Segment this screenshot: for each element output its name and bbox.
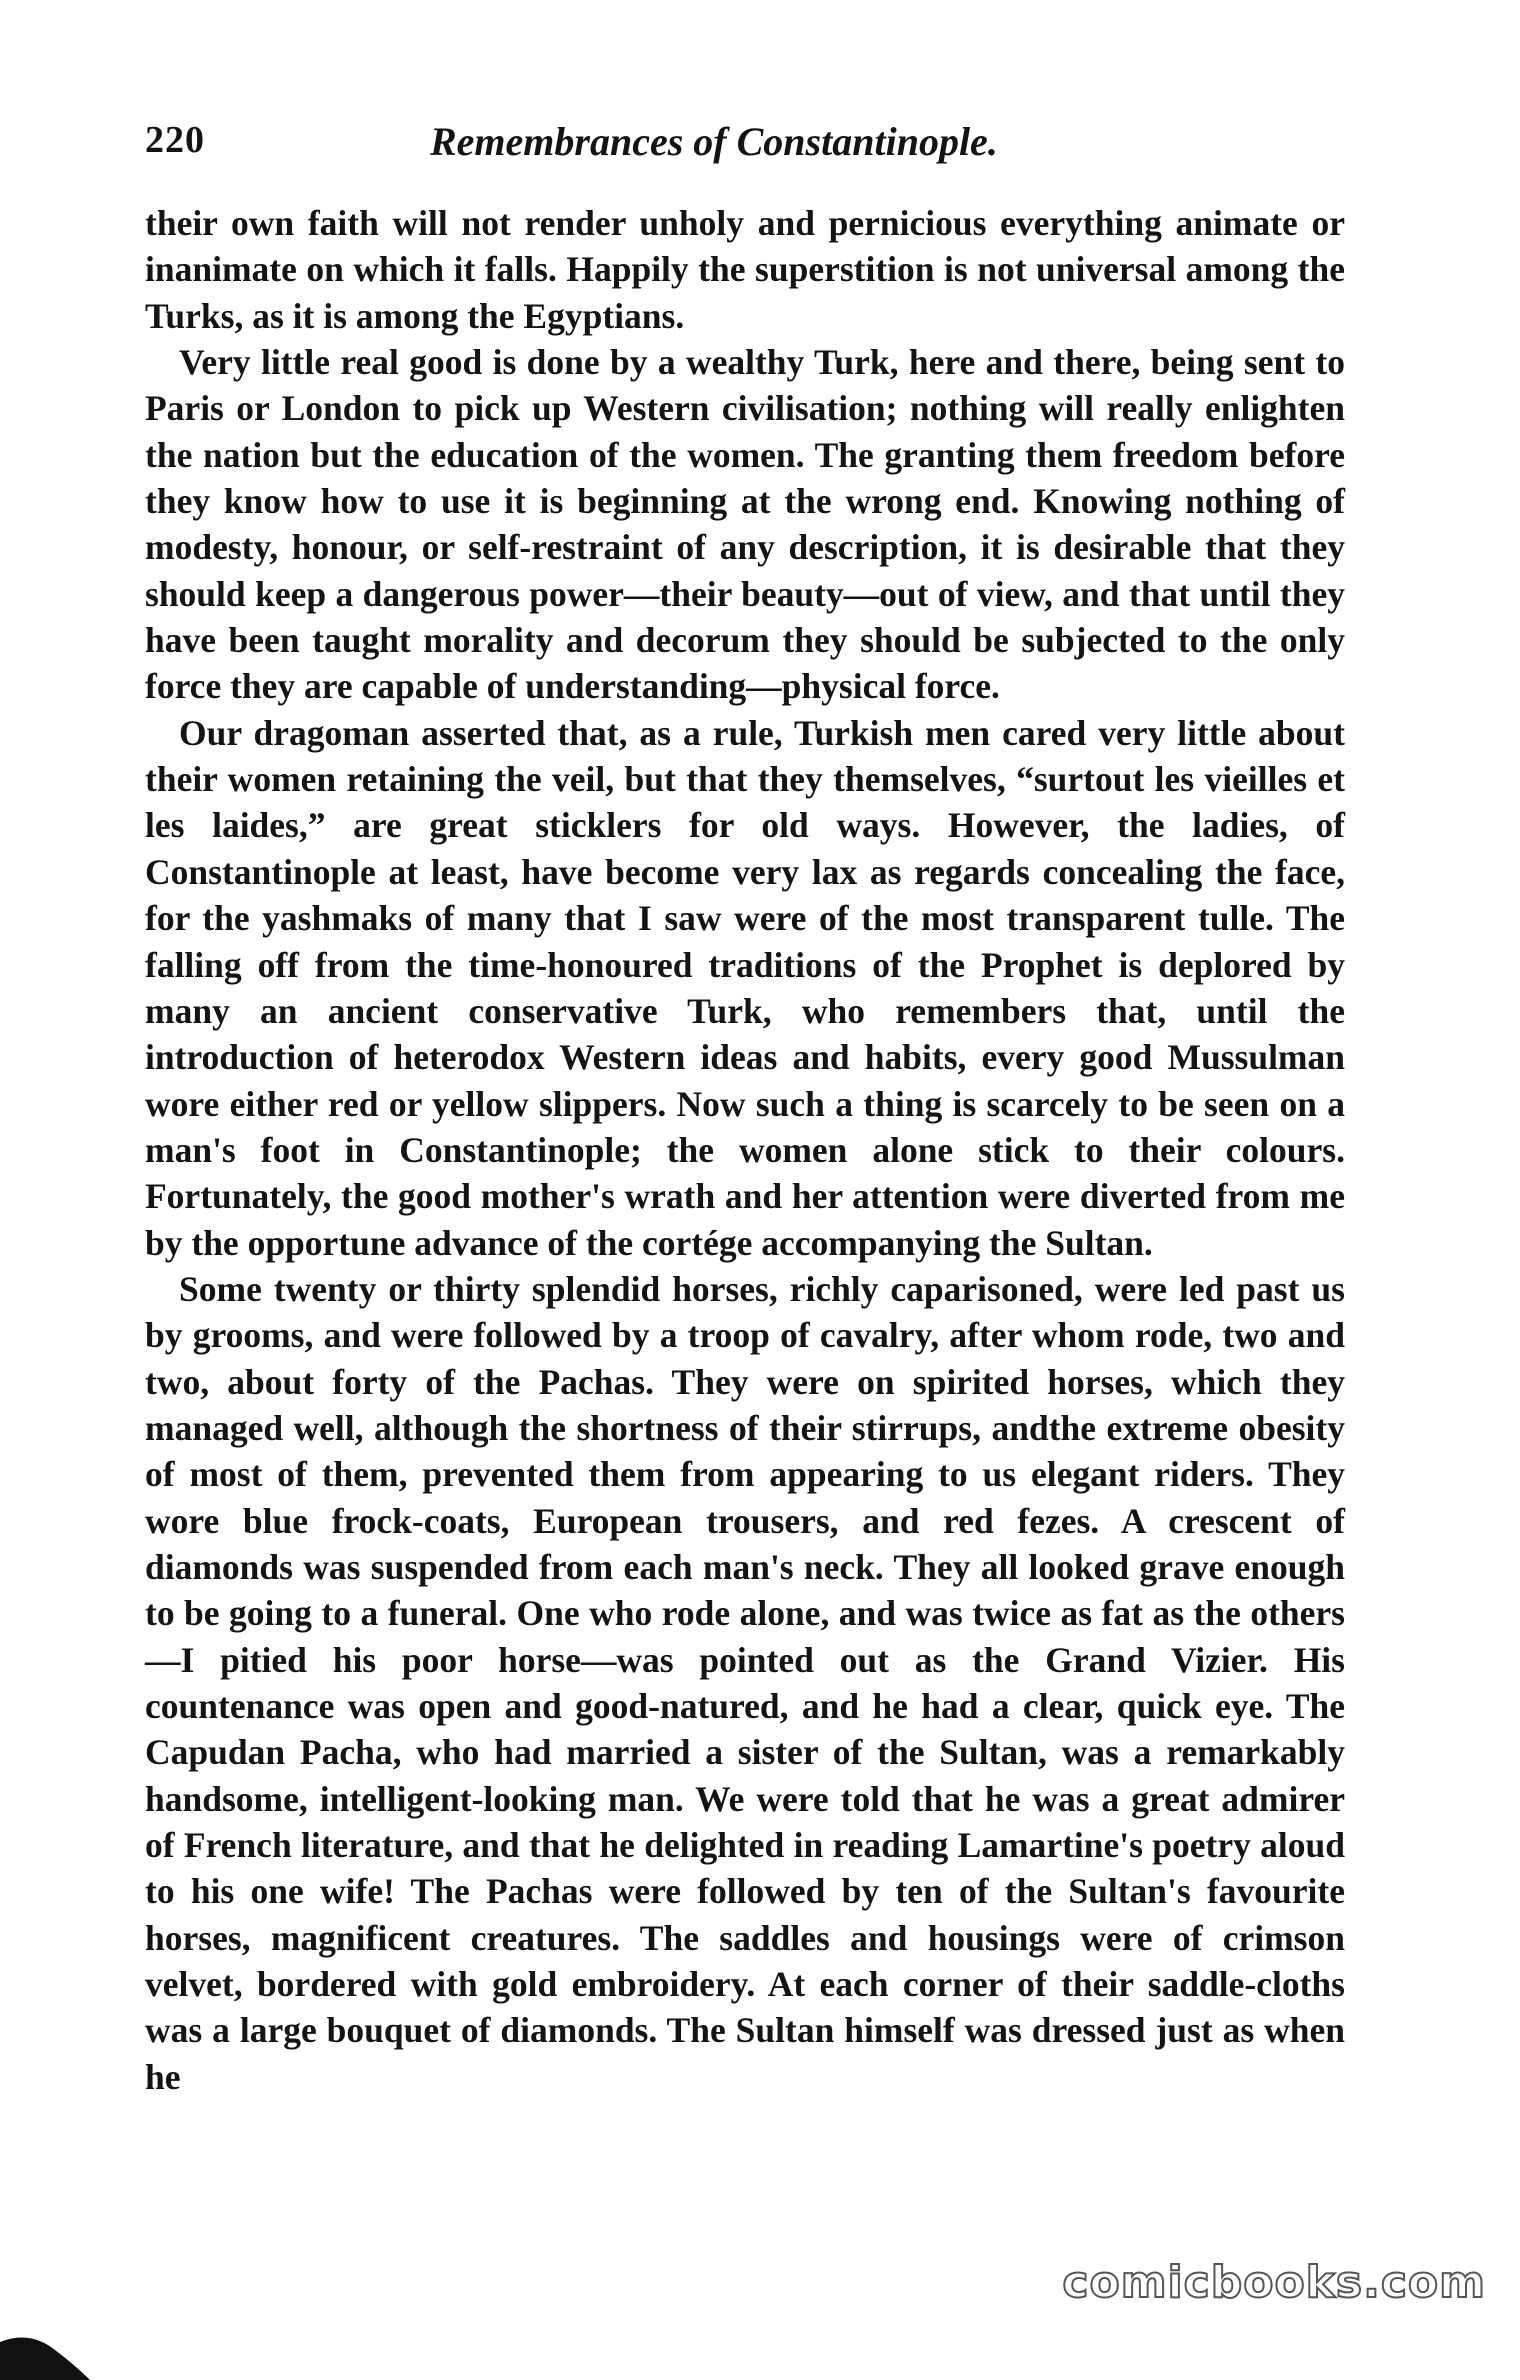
watermark: comicbooks.com bbox=[1062, 2257, 1486, 2308]
body-text bbox=[145, 200, 1345, 2100]
paragraph: Some twenty or thirty splendid horses, richly caparisoned, were led past us by grooms, and were followed by a troop of cavalry, after whom rode, two and two, about forty of the Pachas. They were on spirited horses, which they managed well, although the shortness of their stirrups, andthe extreme obesity of most of them, prevented them from appearing to us elegant riders. They wore blue frock-coats, European trousers, and red fezes. A crescent of diamonds was suspended from each man's neck. They all looked grave enough to be going to a funeral. One who rode alone, and was twice as fat as the others—I pitied his poor horse—was pointed out as the Grand Vizier. His countenance was open and good-natured, and he had a clear, quick eye. The Capudan Pacha, who had married a sister of the Sultan, was a remarkably handsome, intelligent-looking man. We were told that he was a great admirer of French literature, and that he delighted in reading Lamartine's poetry aloud to his one wife! The Pachas were followed by ten of the Sultan's favourite horses, magnificent creatures. The saddles and housings were of crimson velvet, bordered with gold embroidery. At each corner of their saddle-cloths was a large bouquet of diamonds. The Sultan himself was dressed just as when he bbox=[145, 1268, 1345, 2097]
running-title: Remembrances of Constantinople. bbox=[430, 119, 998, 164]
paragraph: Our dragoman asserted that, as a rule, Turkish men cared very little about their women retaining the veil, but that they themselves, “surtout les vieilles et les laides,” are great sticklers for old ways. However, the ladies, of Constantinople at least, have become very lax as regards concealing the face, for the yashmaks of many that I saw were of the most transparent tulle. The falling off from the time-honoured traditions of the Prophet is deplored by many an ancient conservative Turk, who remembers that, until the introduction of heterodox Western ideas and habits, every good Mussulman wore either red or yellow slippers. Now such a thing is scarcely to be seen on a man's foot in Constantinople; the women alone stick to their colours. Fortunately, the good mother's wrath and her attention were diverted from me by the opportune advance of the cortége accompanying the Sultan. bbox=[145, 712, 1345, 1263]
running-header bbox=[145, 118, 1345, 188]
book-page bbox=[145, 118, 1345, 2100]
scan-artifact bbox=[0, 2320, 90, 2380]
paragraph: their own faith will not render unholy and pernicious everything animate or inanimate on which it falls. Happily the superstition is not universal among the Turks, as it is among the Egyptians. bbox=[145, 203, 1345, 336]
page-number: 220 bbox=[145, 119, 205, 161]
paragraph: Very little real good is done by a wealthy Turk, here and there, being sent to Paris or London to pick up Western civilisation; nothing will really enlighten the nation but the education of the women. The granting them freedom before they know how to use it is beginning at the wrong end. Knowing nothing of modesty, honour, or self-restraint of any description, it is desirable that they should keep a dangerous power—their beauty—out of view, and that until they have been taught morality and decorum they should be subjected to the only force they are capable of understanding—physical force. bbox=[145, 342, 1345, 707]
